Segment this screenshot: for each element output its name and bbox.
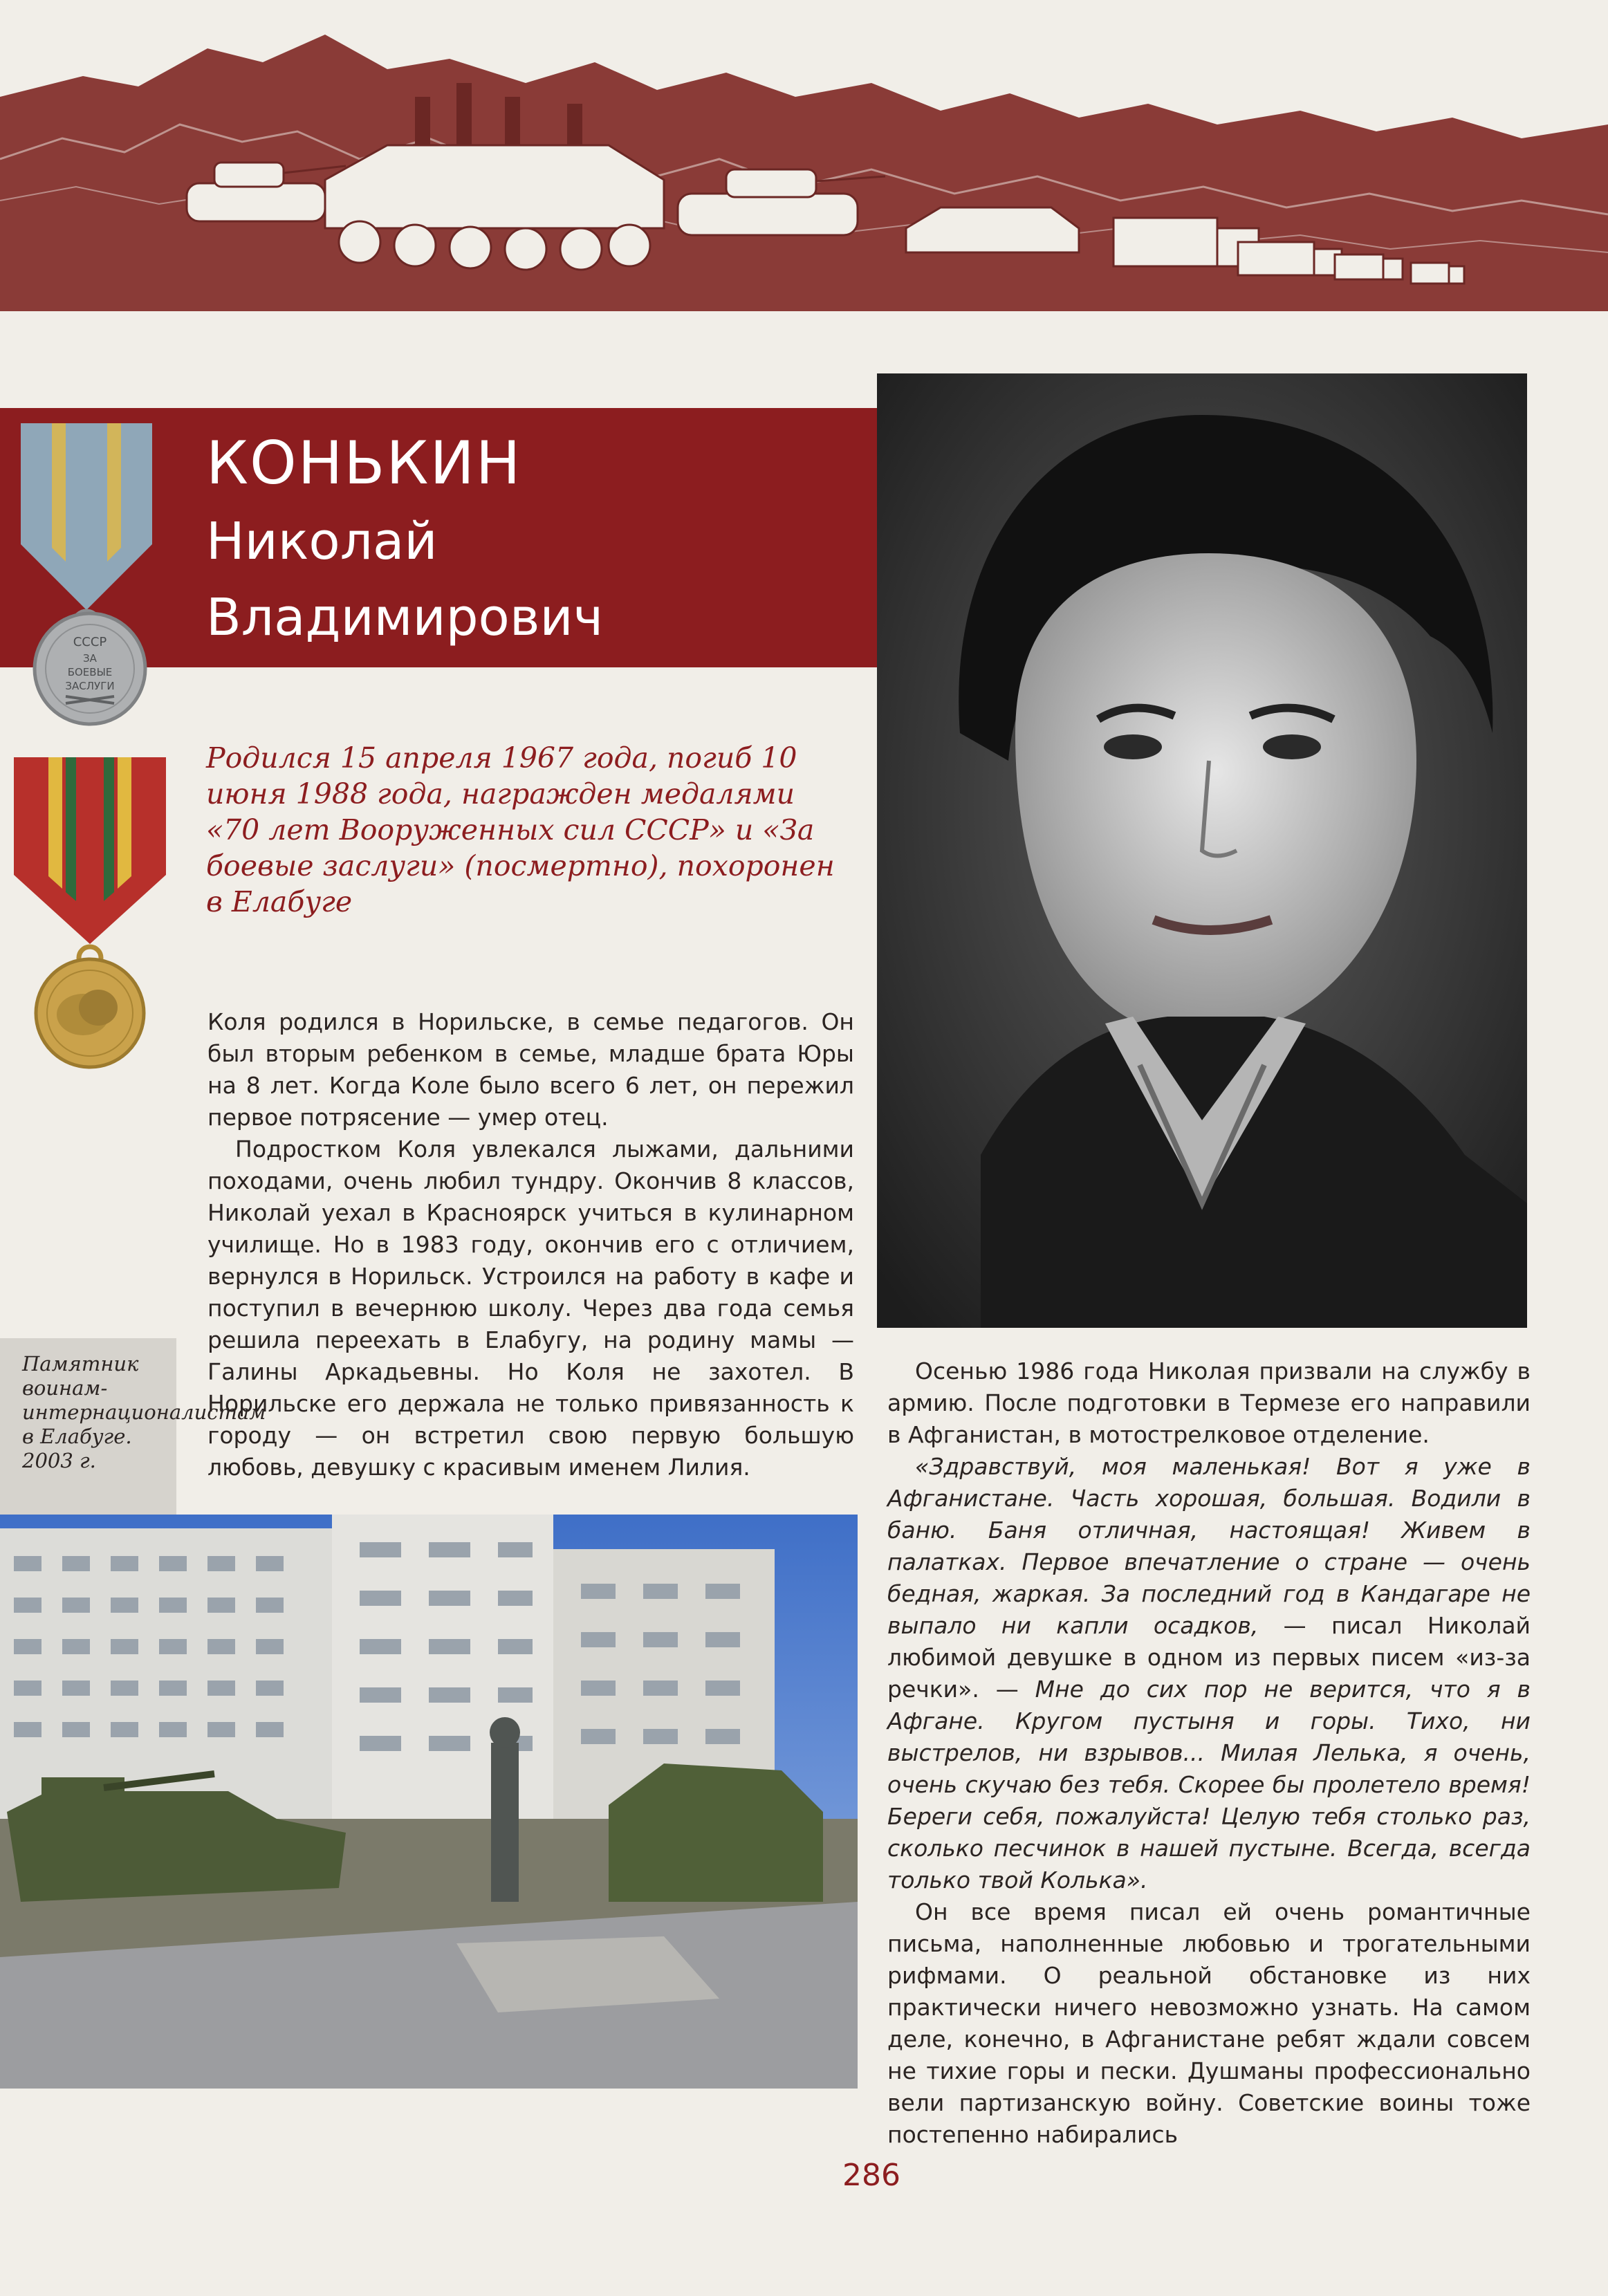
portrait-photo bbox=[877, 373, 1527, 1328]
paragraph: Подростком Коля увлекался лыжами, дальними походами, очень любил тундру. Окончив 8 классов, Николай уехал в Красноярск учиться в кулинарном училище. Но в 1983 году, окончив его с отличием, вернулся в Норильск. Устроился на работу в кафе и поступил в вечернюю школу. Через два года семья решила переехать в Елабугу, на родину мамы — Галины Аркадьевны. Но Коля не захотел. В Норильске его держала не только привязанность к городу — он встретил свою первую большую любовь, девушку с красивым именем Лилия. bbox=[207, 1136, 854, 1481]
narration: — писал Николай любимой девушке в одном из первых писем «из-за речки». — bbox=[887, 1612, 1531, 1703]
first-name-heading: Николай bbox=[206, 512, 438, 571]
paragraph: Осенью 1986 года Николая призвали на службу в армию. После подготовки в Термезе его направили в Афганистан, в мотострелковое отделение. bbox=[887, 1358, 1531, 1448]
left-text-column bbox=[207, 1006, 854, 1483]
armed-forces-70-years-medal-icon bbox=[7, 757, 173, 1072]
letter-quote: «Здравствуй, моя маленькая! Вот я уже в Афганистане. Часть хорошая, большая. Водили в баню. Баня отличная, настоящая! Живем в палатках. Первое впечатление о стране — очень бедная, жаркая. За последний год в Кандагаре не выпало ни капли осадков, bbox=[887, 1453, 1531, 1639]
photo-caption: Памятник воинам-интернационалистам в Елабуге. 2003 г. bbox=[0, 1338, 176, 1515]
patronymic-heading: Владимирович bbox=[206, 588, 604, 647]
combat-merit-medal-icon bbox=[3, 423, 173, 728]
paragraph: Коля родился в Норильске, в семье педагогов. Он был вторым ребенком в семье, младше брата Юры на 8 лет. Когда Коле было всего 6 лет, он пережил первое потрясение — умер отец. bbox=[207, 1008, 854, 1131]
svg-text:БОЕВЫЕ: БОЕВЫЕ bbox=[67, 666, 113, 678]
page-number: 286 bbox=[842, 2158, 900, 2193]
surname-heading: КОНЬКИН bbox=[206, 429, 522, 498]
svg-text:СССР: СССР bbox=[73, 635, 107, 649]
paragraph: Он все время писал ей очень романтичные письма, наполненные любовью и трогательными рифмами. О реальной обстановке из них практически ничего невозможно узнать. На самом деле, конечно, в Афганистане ребят ждали совсем не тихие горы и пески. Душманы профессионально вели партизанскую войну. Советские воины тоже постепенно набирались bbox=[887, 1898, 1531, 2148]
letter-quote: Мне до сих пор не верится, что я в Афгане. Кругом пустыня и горы. Тихо, ни выстрелов, ни взрывов... Милая Лелька, я очень, очень скучаю без тебя. Скорее бы пролетело время! Береги себя, пожалуйста! Целую тебя столько раз, сколько песчинок в нашей пустыне. Всегда, всегда только твой Колька». bbox=[887, 1676, 1531, 1894]
header-banner-illustration bbox=[0, 21, 1608, 311]
svg-text:ЗА: ЗА bbox=[83, 652, 97, 665]
right-text-column bbox=[887, 1355, 1531, 2151]
letter-quote-paragraph bbox=[887, 1451, 1531, 1896]
memorial-photo bbox=[0, 1515, 858, 2089]
intro-summary: Родился 15 апреля 1967 года, погиб 10 июня 1988 года, награжден медалями «70 лет Вооруженных сил СССР» и «За боевые заслуги» (посмертно), похоронен в Елабуге bbox=[206, 741, 835, 918]
svg-text:ЗАСЛУГИ: ЗАСЛУГИ bbox=[65, 680, 115, 692]
